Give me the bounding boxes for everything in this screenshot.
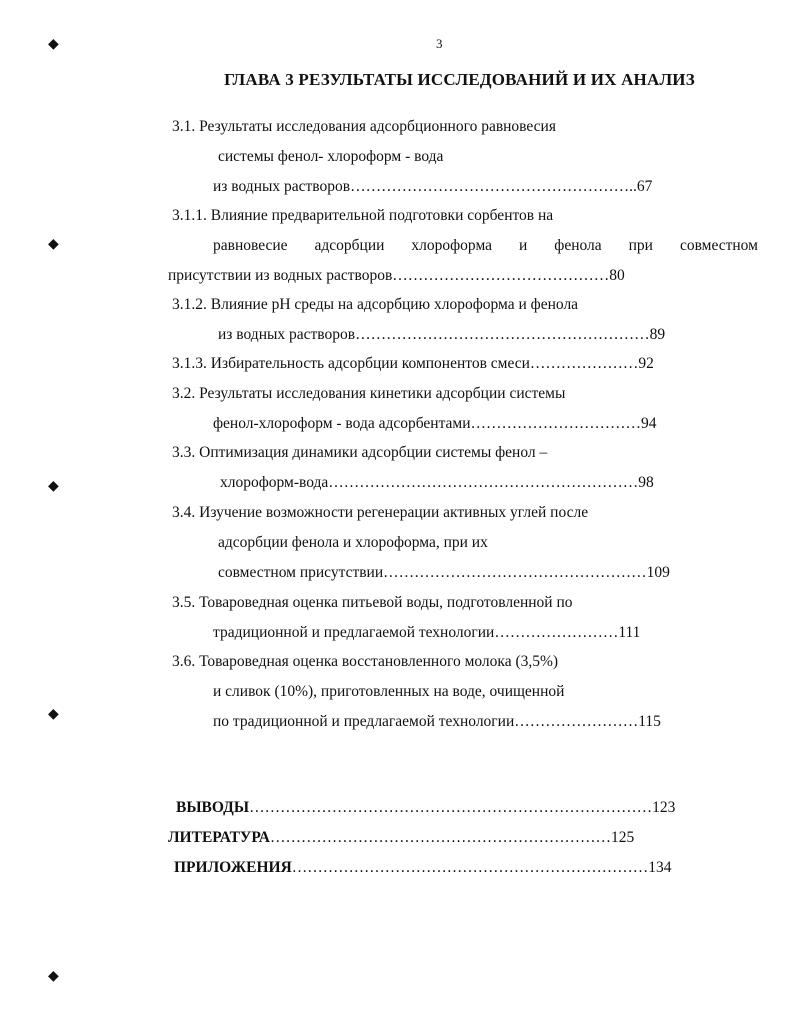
toc-entry-3-1-3-line-1: 3.1.3. Избирательность адсорбции компонентов смеси…………………92 — [172, 355, 654, 372]
toc-entry-3-1-2-line-2: из водных растворов…………………………………………………89 — [218, 326, 666, 343]
chapter-title: ГЛАВА 3 РЕЗУЛЬТАТЫ ИССЛЕДОВАНИЙ И ИХ АНАЛИЗ — [224, 70, 695, 89]
toc-entry-3-1-2-line-1: 3.1.2. Влияние рН среды на адсорбцию хлороформа и фенола — [172, 296, 579, 313]
conclusions-leader: …………………………………………………………………… — [249, 799, 653, 816]
toc-entry-3-4-line-3: совместном присутствии……………………………………………109 — [218, 564, 670, 581]
word: фенола — [554, 237, 602, 254]
toc-entry-3-1-line-2: системы фенол- хлороформ - вода — [218, 148, 444, 165]
toc-entry-3-2-line-1: 3.2. Результаты исследования кинетики адсорбции системы — [172, 385, 566, 402]
toc-entry-3-5-line-2: традиционной и предлагаемой технологии……………………111 — [213, 624, 641, 641]
appendices-label: ПРИЛОЖЕНИЯ — [174, 859, 292, 876]
toc-entry-3-3-line-1: 3.3. Оптимизация динамики адсорбции системы фенол – — [172, 444, 548, 461]
appendices-leader: …………………………………………………………… — [291, 859, 649, 876]
toc-entry-3-4-line-2: адсорбции фенола и хлороформа, при их — [218, 534, 488, 551]
toc-entry-3-1-1-line-2 — [213, 236, 758, 256]
hole-mark-icon: ◆ — [48, 479, 59, 494]
word: совместном — [679, 237, 758, 254]
word: равновесие — [213, 237, 288, 254]
conclusions-label: ВЫВОДЫ — [176, 799, 250, 816]
toc-entry-3-6-line-2: и сливок (10%), приготовленных на воде, очищенной — [213, 683, 565, 700]
word: и — [519, 237, 528, 254]
toc-entry-3-6-line-1: 3.6. Товароведная оценка восстановленного молока (3,5%) — [172, 653, 559, 670]
toc-entry-3-1-line-3: из водных растворов………………………………………………..67 — [213, 178, 653, 195]
conclusions-page: 123 — [652, 799, 676, 816]
toc-entry-3-1-line-1: 3.1. Результаты исследования адсорбционного равновесия — [172, 118, 556, 135]
word: адсорбции — [314, 237, 385, 254]
toc-entry-3-1-1-line-1: 3.1.1. Влияние предварительной подготовки сорбентов на — [172, 207, 554, 224]
toc-entry-3-3-line-2: хлороформ-вода……………………………………………………98 — [220, 474, 654, 491]
hole-mark-icon: ◆ — [48, 969, 59, 984]
page-number: 3 — [436, 36, 443, 51]
literature-leader: ………………………………………………………… — [270, 829, 611, 846]
toc-entry-3-1-1-line-3: присутствии из водных растворов……………………………………80 — [168, 267, 625, 284]
toc-entry-3-5-line-1: 3.5. Товароведная оценка питьевой воды, подготовленной по — [172, 594, 573, 611]
hole-mark-icon: ◆ — [48, 707, 59, 722]
toc-entry-literature — [168, 828, 634, 848]
toc-entry-3-4-line-1: 3.4. Изучение возможности регенерации активных углей после — [172, 504, 589, 521]
appendices-page: 134 — [648, 859, 672, 876]
hole-mark-icon: ◆ — [48, 37, 59, 52]
toc-entry-3-6-line-3: по традиционной и предлагаемой технологии……………………115 — [213, 713, 661, 730]
toc-entry-3-2-line-2: фенол-хлороформ - вода адсорбентами……………………………94 — [213, 415, 657, 432]
hole-mark-icon: ◆ — [48, 237, 59, 252]
literature-page: 125 — [611, 829, 635, 846]
literature-label: ЛИТЕРАТУРА — [168, 829, 270, 846]
toc-entry-appendices — [174, 858, 672, 878]
word: при — [628, 237, 653, 254]
word: хлороформа — [411, 237, 493, 254]
toc-entry-conclusions — [176, 798, 675, 818]
